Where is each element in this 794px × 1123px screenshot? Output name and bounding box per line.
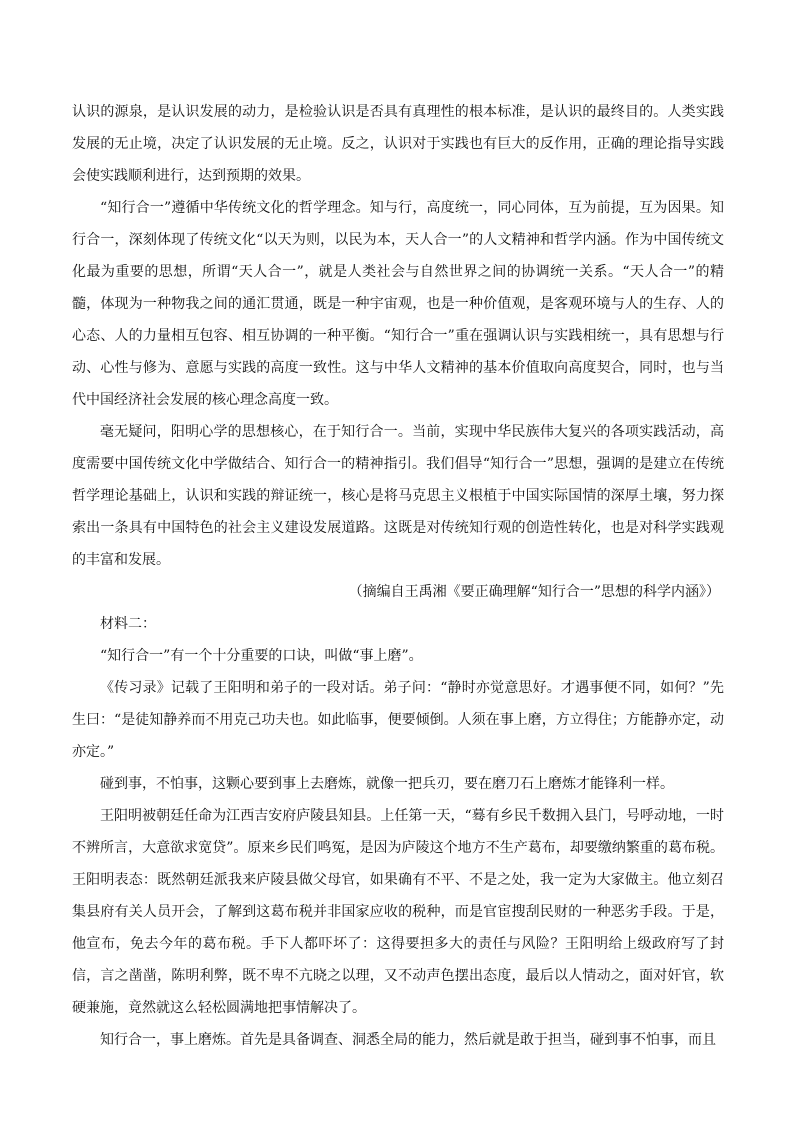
- paragraph-luling-story: 王阳明被朝廷任命为江西吉安府庐陵县知县。上任第一天，“蓦有乡民千数拥入县门，号呼动地，一时不辨所言，大意欲求宽贷”。原来乡民们鸣冤，是因为庐陵这个地方不生产葛布，却要缴纳繁重的葛布税。王阳明表态：既然朝廷派我来庐陵县做父母官，如果确有不平、不是之处，我一定为大家做主。他立刻召集县府有关人员开会，了解到这葛布税并非国家应收的税种，而是官宦搜刮民财的一种恶劣手段。于是，他宣布，免去今年的葛布税。手下人都吓坏了：这得要担多大的责任与风险？王阳明给上级政府写了封信，言之凿凿，陈明利弊，既不卑不亢晓之以理，又不动声色摆出态度，最后以人情动之，面对奸官，软硬兼施，竟然就这么轻松圆满地把事情解决了。: [72, 808, 724, 1016]
- source-citation: （摘编自王禹湘《要正确理解“知行合一”思想的科学内涵》）: [348, 584, 720, 600]
- article-body: [72, 96, 724, 1056]
- paragraph-zhixing-heyi: “知行合一”遵循中华传统文化的哲学理念。知与行，高度统一，同心同体，互为前提，互为因果。知行合一，深刻体现了传统文化“以天为则，以民为本，天人合一”的人文精神和哲学内涵。作为中国传统文化最为重要的思想，所谓“天人合一”，就是人类社会与自然世界之间的协调统一关系。“天人合一”的精髓，体现为一种物我之间的通汇贯通，既是一种宇宙观，也是一种价值观，是客观环境与人的生存、人的心态、人的力量相互包容、相互协调的一种平衡。“知行合一”重在强调认识与实践相统一，具有思想与行动、心性与修为、意愿与实践的高度一致性。这与中华人文精神的基本价值取向高度契合，同时，也与当代中国经济社会发展的核心理念高度一致。: [72, 200, 724, 408]
- paragraph-conclusion: 知行合一，事上磨炼。首先是具备调查、洞悉全局的能力，然后就是敢于担当，碰到事不怕事，而且: [100, 1032, 716, 1048]
- paragraph-shishangmo: “知行合一”有一个十分重要的口诀，叫做“事上磨”。: [100, 648, 423, 664]
- paragraph-yangming-core: 毫无疑问，阳明心学的思想核心，在于知行合一。当前，实现中华民族伟大复兴的各项实践活动，高度需要中国传统文化中学做结合、知行合一的精神指引。我们倡导“知行合一”思想，强调的是建立在传统哲学理论基础上，认识和实践的辩证统一，核心是将马克思主义根植于中国实际国情的深厚土壤，努力探索出一条具有中国特色的社会主义建设发展道路。这既是对传统知行观的创造性转化，也是对科学实践观的丰富和发展。: [72, 424, 724, 568]
- material-two-heading: 材料二：: [100, 616, 156, 632]
- paragraph-continuation: 认识的源泉，是认识发展的动力，是检验认识是否具有真理性的根本标准，是认识的最终目的。人类实践发展的无止境，决定了认识发展的无止境。反之，认识对于实践也有巨大的反作用，正确的理论指导实践会使实践顺利进行，达到预期的效果。: [72, 104, 724, 184]
- paragraph-blade-metaphor: 碰到事，不怕事，这颗心要到事上去磨炼，就像一把兵刃，要在磨刀石上磨炼才能锋利一样。: [100, 776, 674, 792]
- paragraph-chuanxilu: 《传习录》记载了王阳明和弟子的一段对话。弟子问：“静时亦觉意思好。才遇事便不同，如何？”先生曰：“是徒知静养而不用克己功夫也。如此临事，便要倾倒。人须在事上磨，方立得住；方能静亦定，动亦定。”: [72, 680, 724, 760]
